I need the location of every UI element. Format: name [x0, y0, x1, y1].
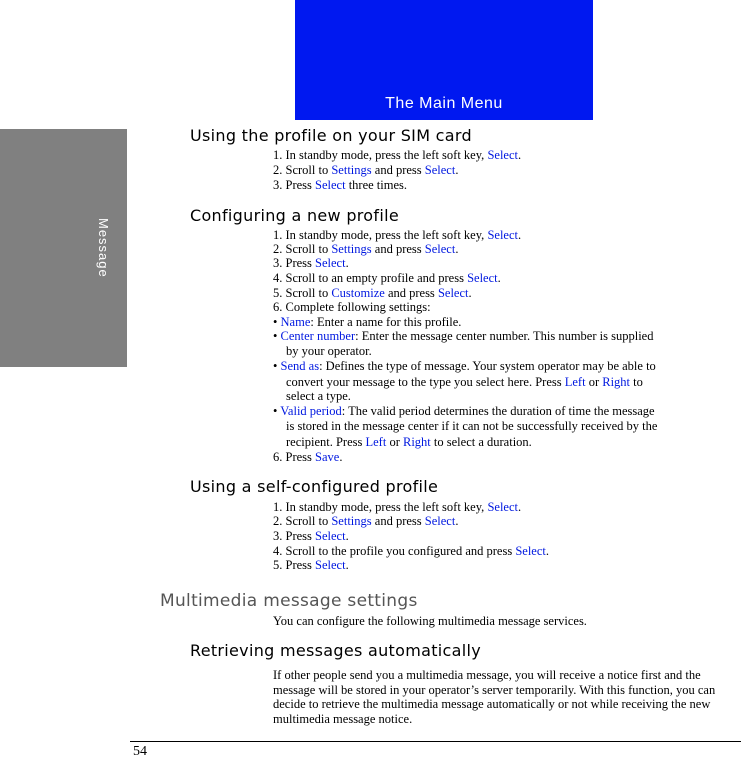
- step-line: 2. Scroll to Settings and press Select.: [273, 514, 459, 528]
- step-line: 6. Complete following settings:: [273, 300, 431, 314]
- step-line: 6. Press Save.: [273, 450, 343, 464]
- step-line: 2. Scroll to Settings and press Select.: [273, 242, 459, 256]
- intro-text: You can configure the following multimedia message services.: [273, 614, 587, 628]
- phone-screen-image: [295, 0, 593, 120]
- step-line: 5. Scroll to Customize and press Select.: [273, 286, 472, 300]
- step-line: 3. Press Select.: [273, 529, 349, 543]
- step-line: 2. Scroll to Settings and press Select.: [273, 163, 459, 177]
- bullet-continuation: convert your message to the type you select here. Press Left or Right to: [286, 375, 643, 389]
- heading-new-profile: Configuring a new profile: [190, 206, 399, 225]
- chapter-tab-label: Message: [96, 218, 111, 278]
- step-line: 1. In standby mode, press the left soft key, Select.: [273, 500, 522, 514]
- bullet-line: • Center number: Enter the message center number. This number is supplied: [273, 329, 654, 343]
- retrieving-paragraph: If other people send you a multimedia message, you will receive a notice first and the message will be stored in your operator’s server temporarily. With this function, you can decide to retrieve the multimedia message automatically or not while receiving the new multimedia message notice.: [273, 668, 716, 726]
- bullet-continuation: select a type.: [286, 389, 351, 403]
- bullet-continuation: is stored in the message center if it can not be successfully received by the: [286, 419, 658, 433]
- bullet-continuation: recipient. Press Left or Right to select a duration.: [286, 435, 532, 449]
- step-line: 4. Scroll to an empty profile and press Select.: [273, 271, 501, 285]
- heading-self-configured: Using a self-configured profile: [190, 477, 439, 496]
- bullet-line: • Valid period: The valid period determines the duration of time the message: [273, 404, 655, 418]
- heading-sim-profile: Using the profile on your SIM card: [190, 126, 472, 145]
- step-line: 5. Press Select.: [273, 558, 349, 572]
- screen-caption: The Main Menu: [385, 95, 503, 112]
- step-line: 1. In standby mode, press the left soft key, Select.: [273, 228, 522, 242]
- heading-multimedia-settings: Multimedia message settings: [160, 591, 418, 611]
- step-line: 1. In standby mode, press the left soft key, Select.: [273, 148, 522, 162]
- step-line: 3. Press Select.: [273, 256, 349, 270]
- footer-divider: [130, 741, 741, 742]
- heading-retrieving: Retrieving messages automatically: [190, 641, 481, 660]
- bullet-continuation: by your operator.: [286, 344, 372, 358]
- step-line: 3. Press Select three times.: [273, 178, 408, 192]
- bullet-line: • Send as: Defines the type of message. Your system operator may be able to: [273, 359, 656, 373]
- page-number: 54: [133, 744, 147, 759]
- step-line: 4. Scroll to the profile you configured and press Select.: [273, 544, 549, 558]
- bullet-line: • Name: Enter a name for this profile.: [273, 315, 462, 329]
